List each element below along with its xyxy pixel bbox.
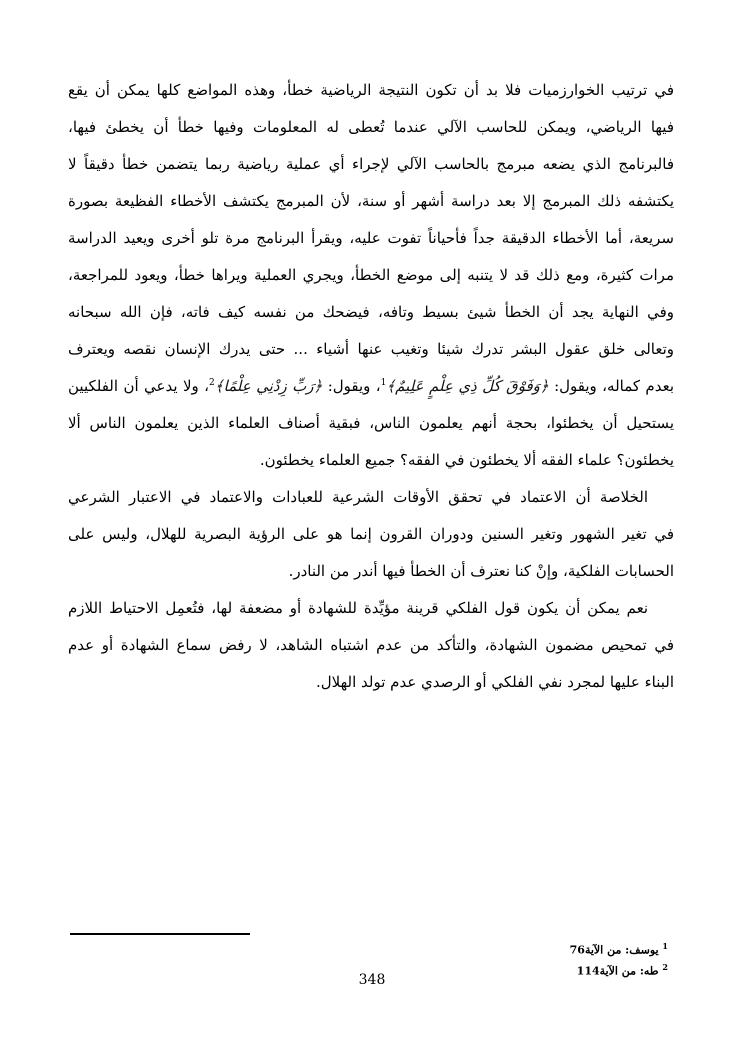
- text-line: مرات كثيرة، ومع ذلك قد لا يتنبه إلى موضع الخطأ، ويجري العملية ويراها خطأ، ويعود للمراجعة،: [68, 266, 674, 284]
- text-line: يكتشفه ذلك المبرمج إلا بعد دراسة أشهر أو سنة، لأن المبرمج يكتشف الأخطاء الفظيعة بصورة: [68, 192, 674, 210]
- footnote-text: طه: من الآية114: [576, 964, 659, 978]
- footnote: [570, 938, 668, 959]
- footnote-reference[interactable]: 2: [209, 378, 215, 388]
- text-line: فيها الرياضي، ويمكن للحاسب الآلي عندما تُعطى له المعلومات وفيها خطأ أن يخطئ فيها،: [68, 118, 674, 136]
- text-line: في تمحيص مضمون الشهادة، والتأكد من عدم اشتباه الشاهد، لا رفض سماع الشهادة أو عدم: [68, 636, 674, 654]
- text-line-with-quran-verses: [68, 368, 674, 405]
- text-line: في ترتيب الخوارزميات فلا بد أن تكون النتيجة الرياضية خطأ، وهذه المواضع كلها يمكن أن يقع: [68, 81, 674, 99]
- text-line: يخطئون؟ علماء الفقه ألا يخطئون في الفقه؟ جميع العلماء يخطئون.: [259, 451, 674, 469]
- footnote-number: 1: [662, 941, 668, 951]
- text-line: في تغير الشهور وتغير السنين ودوران القرون إنما هو على الرؤية البصرية للهلال، وليس على: [68, 525, 674, 543]
- footnote-reference[interactable]: 1: [380, 378, 387, 388]
- footnote-separator: [70, 933, 250, 935]
- text-segment: ، ويقول:: [322, 377, 381, 395]
- footnote-number: 2: [662, 961, 668, 972]
- footnote-text: يوسف: من الآية76: [569, 943, 659, 957]
- text-line: البناء عليها لمجرد نفي الفلكي أو الرصدي عدم تولد الهلال.: [315, 673, 674, 691]
- quran-verse: ﴿رَبِّ زِدْنِي عِلْمًا﴾: [214, 377, 323, 395]
- body-text: [68, 72, 674, 701]
- text-segment: ، ولا يدعي أن الفلكيين: [68, 377, 210, 395]
- text-segment: بعدم كماله، ويقول:: [548, 377, 674, 395]
- text-line: الخلاصة أن الاعتماد في تحقق الأوقات الشرعية للعبادات والاعتماد في الاعتبار الشرعي: [68, 488, 648, 506]
- text-line: وفي النهاية يجد أن الخطأ شيئ بسيط وتافه، فيضحك من نفسه كيف فاته، فإن الله سبحانه: [68, 303, 674, 321]
- text-line: وتعالى خلق عقول البشر تدرك شيئا وتغيب عنها أشياء ... حتى يدرك الإنسان نقصه ويعترف: [68, 340, 674, 358]
- text-line: نعم يمكن أن يكون قول الفلكي قرينة مؤيِّدة للشهادة أو مضعفة لها، فتُعمِل الاحتياط اللازم: [68, 599, 648, 617]
- text-line: فالبرنامج الذي يضعه مبرمج بالحاسب الآلي لإجراء أي عملية رياضية ربما يتضمن خطأ دقيقاً لا: [68, 155, 674, 173]
- text-line: الحسابات الفلكية، وإنْ كنا نعترف أن الخطأ فيها أندر من النادر.: [288, 562, 674, 580]
- text-line: يستحيل أن يخطئوا، بحجة أنهم يعلمون الناس، فبقية أصناف العلماء الذين يعلمون الناس ألا: [68, 414, 674, 432]
- page-number: 348: [358, 972, 386, 988]
- text-line: سريعة، أما الأخطاء الدقيقة جداً فأحياناً تفوت عليه، ويقرأ البرنامج مرة تلو أخرى ويعيد الدراسة: [68, 229, 674, 247]
- quran-verse: ﴿وَفَوْقَ كُلِّ ذِي عِلْمٍ عَلِيمٌ﴾: [386, 377, 549, 395]
